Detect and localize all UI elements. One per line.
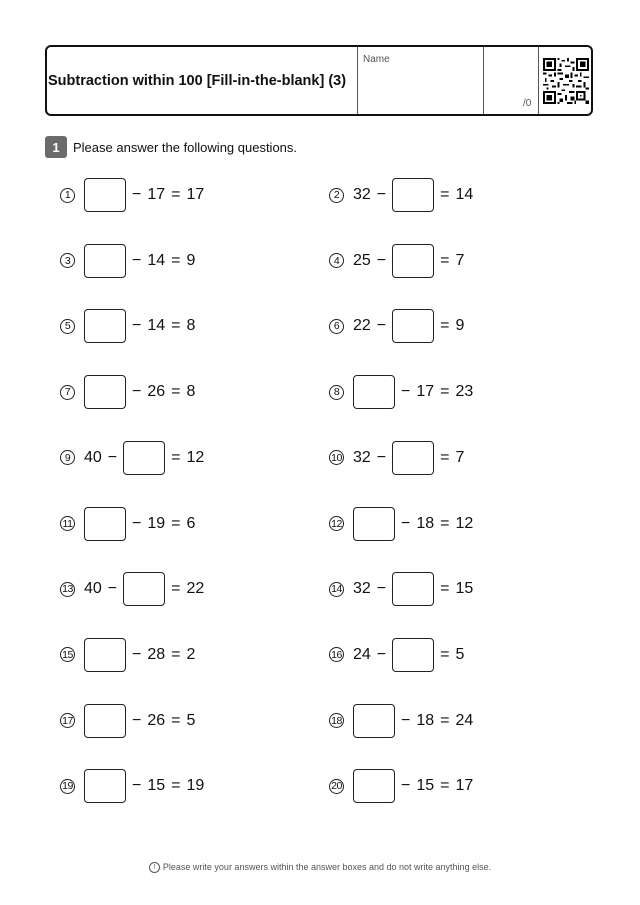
- problem-item: [329, 506, 473, 542]
- problem-item: [60, 768, 204, 804]
- operand: 18: [416, 711, 435, 729]
- equals-sign: =: [440, 383, 450, 401]
- problem-number: 3: [60, 253, 75, 268]
- operand: 14: [147, 251, 166, 269]
- operand: 9: [186, 251, 196, 269]
- minus-sign: −: [132, 251, 142, 269]
- answer-box[interactable]: [84, 507, 126, 541]
- minus-sign: −: [376, 186, 387, 203]
- problem-item: [60, 374, 195, 410]
- minus-sign: −: [376, 448, 387, 466]
- answer-box[interactable]: [392, 638, 434, 672]
- operand: 14: [455, 186, 474, 203]
- operand: 17: [147, 186, 166, 203]
- answer-box[interactable]: [392, 178, 434, 212]
- operand: 17: [416, 383, 435, 401]
- operand: 17: [455, 777, 474, 795]
- problem-item: [60, 440, 204, 476]
- equals-sign: =: [171, 711, 181, 729]
- operand: 8: [186, 383, 196, 401]
- operand: 24: [353, 645, 371, 663]
- divider: [357, 47, 358, 114]
- operand: 32: [353, 448, 371, 466]
- problem-number: 6: [329, 319, 344, 334]
- answer-box[interactable]: [84, 178, 126, 212]
- answer-box[interactable]: [353, 769, 395, 803]
- operand: 22: [186, 580, 205, 598]
- problem-number: 14: [329, 582, 344, 597]
- equals-sign: =: [440, 514, 450, 532]
- operand: 7: [455, 251, 465, 269]
- problem-number: 12: [329, 516, 344, 531]
- problem-number: 17: [60, 713, 75, 728]
- problem-item: [329, 177, 473, 213]
- answer-box[interactable]: [353, 704, 395, 738]
- operand: 5: [455, 645, 465, 663]
- minus-sign: −: [401, 383, 411, 401]
- answer-box[interactable]: [84, 769, 126, 803]
- divider: [538, 47, 539, 114]
- section-instruction: Please answer the following questions.: [73, 139, 298, 155]
- answer-box[interactable]: [84, 244, 126, 278]
- operand: 6: [186, 514, 196, 532]
- problem-item: [329, 243, 464, 279]
- worksheet-header: [45, 45, 593, 116]
- minus-sign: −: [132, 317, 142, 335]
- equals-sign: =: [440, 580, 450, 598]
- problem-item: [60, 243, 195, 279]
- problem-number: 15: [60, 647, 75, 662]
- worksheet-title: Subtraction within 100 [Fill-in-the-blank] (3): [48, 72, 347, 89]
- operand: 19: [186, 777, 205, 795]
- answer-box[interactable]: [84, 704, 126, 738]
- operand: 26: [147, 711, 166, 729]
- score-label: /0: [523, 98, 532, 109]
- answer-box[interactable]: [123, 441, 165, 475]
- equals-sign: =: [440, 186, 450, 203]
- name-label: Name: [363, 54, 390, 65]
- equals-sign: =: [440, 711, 450, 729]
- problem-item: [329, 374, 473, 410]
- problem-item: [329, 768, 473, 804]
- qr-code-icon: [543, 57, 589, 105]
- answer-box[interactable]: [353, 375, 395, 409]
- minus-sign: −: [107, 448, 118, 466]
- problem-item: [60, 506, 195, 542]
- problem-item: [329, 308, 464, 344]
- operand: 40: [84, 448, 102, 466]
- problem-number: 16: [329, 647, 344, 662]
- minus-sign: −: [132, 186, 142, 203]
- minus-sign: −: [401, 514, 411, 532]
- problem-number: 9: [60, 450, 75, 465]
- section-number: 1: [45, 136, 67, 158]
- footer-text: Please write your answers within the answer boxes and do not write anything else.: [162, 862, 492, 872]
- operand: 12: [186, 448, 205, 466]
- operand: 28: [147, 645, 166, 663]
- operand: 25: [353, 251, 371, 269]
- equals-sign: =: [440, 251, 450, 269]
- answer-box[interactable]: [84, 375, 126, 409]
- answer-box[interactable]: [392, 572, 434, 606]
- problem-number: 5: [60, 319, 75, 334]
- problem-item: [329, 440, 464, 476]
- equals-sign: =: [440, 645, 450, 663]
- minus-sign: −: [132, 383, 142, 401]
- minus-sign: −: [132, 645, 142, 663]
- operand: 12: [455, 514, 474, 532]
- problem-number: 13: [60, 582, 75, 597]
- problem-number: 18: [329, 713, 344, 728]
- operand: 15: [147, 777, 166, 795]
- operand: 5: [186, 711, 196, 729]
- answer-box[interactable]: [123, 572, 165, 606]
- answer-box[interactable]: [353, 507, 395, 541]
- minus-sign: −: [376, 251, 387, 269]
- minus-sign: −: [376, 317, 387, 335]
- answer-box[interactable]: [84, 309, 126, 343]
- equals-sign: =: [171, 317, 181, 335]
- divider: [483, 47, 484, 114]
- operand: 15: [455, 580, 474, 598]
- equals-sign: =: [171, 777, 181, 795]
- equals-sign: =: [171, 448, 181, 466]
- problem-item: [60, 177, 204, 213]
- minus-sign: −: [376, 580, 387, 598]
- equals-sign: =: [440, 317, 450, 335]
- equals-sign: =: [171, 251, 181, 269]
- operand: 40: [84, 580, 102, 598]
- problem-item: [60, 703, 195, 739]
- problem-number: 7: [60, 385, 75, 400]
- footer-note: [0, 862, 640, 873]
- problem-number: 11: [60, 516, 75, 531]
- minus-sign: −: [132, 777, 142, 795]
- problem-item: [329, 637, 464, 673]
- answer-box[interactable]: [84, 638, 126, 672]
- operand: 24: [455, 711, 474, 729]
- minus-sign: −: [401, 777, 411, 795]
- operand: 17: [186, 186, 205, 203]
- problem-item: [60, 571, 204, 607]
- equals-sign: =: [171, 186, 181, 203]
- answer-box[interactable]: [392, 309, 434, 343]
- operand: 15: [416, 777, 435, 795]
- equals-sign: =: [440, 777, 450, 795]
- operand: 18: [416, 514, 435, 532]
- problem-item: [329, 703, 473, 739]
- operand: 8: [186, 317, 196, 335]
- equals-sign: =: [171, 514, 181, 532]
- info-icon: !: [149, 862, 160, 873]
- problem-item: [329, 571, 473, 607]
- equals-sign: =: [171, 580, 181, 598]
- answer-box[interactable]: [392, 244, 434, 278]
- operand: 9: [455, 317, 465, 335]
- problem-number: 1: [60, 188, 75, 203]
- minus-sign: −: [132, 711, 142, 729]
- operand: 32: [353, 186, 371, 203]
- problem-number: 10: [329, 450, 344, 465]
- operand: 19: [147, 514, 166, 532]
- section-heading: [45, 136, 297, 158]
- equals-sign: =: [171, 645, 181, 663]
- operand: 26: [147, 383, 166, 401]
- minus-sign: −: [376, 645, 387, 663]
- problem-item: [60, 308, 195, 344]
- minus-sign: −: [401, 711, 411, 729]
- operand: 7: [455, 448, 465, 466]
- operand: 14: [147, 317, 166, 335]
- problem-number: 4: [329, 253, 344, 268]
- problem-number: 2: [329, 188, 344, 203]
- problem-item: [60, 637, 195, 673]
- answer-box[interactable]: [392, 441, 434, 475]
- equals-sign: =: [440, 448, 450, 466]
- operand: 23: [455, 383, 474, 401]
- operand: 22: [353, 317, 371, 335]
- problem-number: 19: [60, 779, 75, 794]
- problem-number: 8: [329, 385, 344, 400]
- operand: 32: [353, 580, 371, 598]
- minus-sign: −: [107, 580, 118, 598]
- minus-sign: −: [132, 514, 142, 532]
- equals-sign: =: [171, 383, 181, 401]
- problem-number: 20: [329, 779, 344, 794]
- operand: 2: [186, 645, 196, 663]
